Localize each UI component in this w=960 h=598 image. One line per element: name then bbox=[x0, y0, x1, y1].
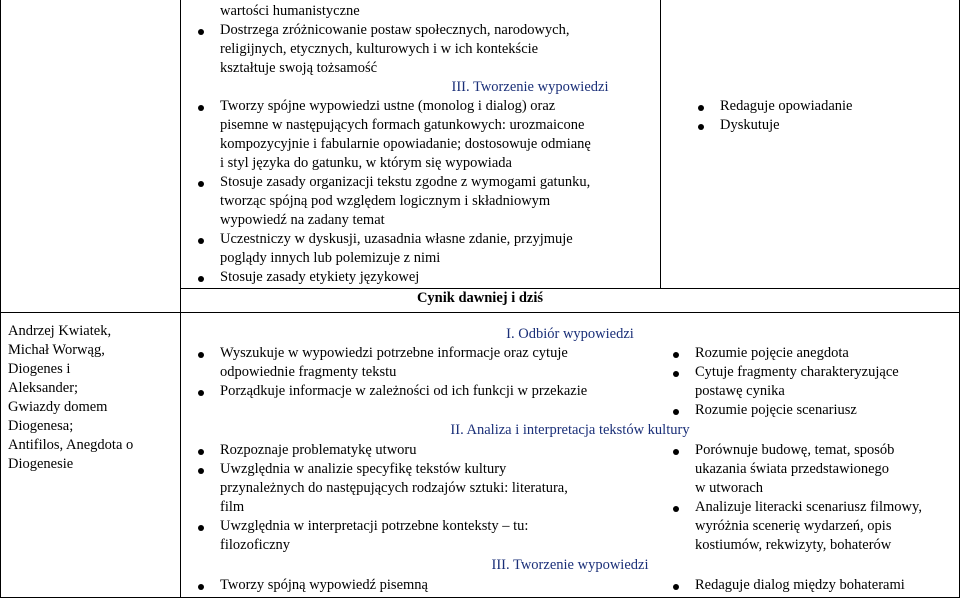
bullet-icon bbox=[198, 181, 204, 187]
list-item-line: Tworzy spójną wypowiedź pisemną bbox=[220, 577, 428, 593]
list-item-line: Dostrzega zróżnicowanie postaw społecznych, narodowych, bbox=[220, 22, 570, 38]
list-item-line: ukazania świata przedstawionego bbox=[695, 461, 890, 477]
list-item-line: Cytuje fragmenty charakteryzujące bbox=[695, 364, 899, 380]
list-item-line: Stosuje zasady etykiety językowej bbox=[220, 269, 420, 285]
bullet-icon bbox=[198, 105, 204, 111]
table-row-divider bbox=[0, 312, 960, 313]
list-item-line: kształtuje swoją tożsamość bbox=[220, 60, 378, 76]
readings-line: Diogenesie bbox=[8, 456, 74, 472]
bullet-icon bbox=[673, 506, 679, 512]
intro-text: wartości humanistyczne bbox=[220, 3, 360, 19]
bullet-icon bbox=[198, 352, 204, 358]
readings-line: Diogenesa; bbox=[8, 418, 74, 434]
bullet-icon bbox=[198, 525, 204, 531]
bullet-icon bbox=[698, 105, 704, 111]
list-item-line: postawę cynika bbox=[695, 383, 785, 399]
list-item-line: kompozycyjnie i fabularnie opowiadanie; dostosowuje odmianę bbox=[220, 136, 591, 152]
section-heading-creation: III. Tworzenie wypowiedzi bbox=[451, 79, 609, 95]
list-item-line: filozoficzny bbox=[220, 537, 291, 553]
section-heading-analysis: II. Analiza i interpretacja tekstów kultury bbox=[450, 422, 690, 438]
bullet-icon bbox=[673, 584, 679, 590]
bullet-icon bbox=[198, 29, 204, 35]
table-border-left bbox=[0, 0, 1, 598]
list-item-line: pisemne w następujących formach gatunkowych: urozmaicone bbox=[220, 117, 585, 133]
bullet-icon bbox=[198, 584, 204, 590]
bullet-icon bbox=[198, 390, 204, 396]
bullet-icon bbox=[698, 124, 704, 130]
list-item-line: przynależnych do następujących rodzajów sztuki: literatura, bbox=[220, 480, 568, 496]
list-item-line: Rozumie pojęcie anegdota bbox=[695, 345, 849, 361]
section-heading-reception: I. Odbiór wypowiedzi bbox=[506, 326, 634, 342]
bullet-icon bbox=[673, 371, 679, 377]
list-item-line: Porównuje budowę, temat, sposób bbox=[695, 442, 895, 458]
list-item-line: tworząc spójną pod względem logicznym i składniowym bbox=[220, 193, 551, 209]
list-item-line: Stosuje zasady organizacji tekstu zgodne z wymogami gatunku, bbox=[220, 174, 591, 190]
bullet-icon bbox=[198, 276, 204, 282]
list-item-line: wypowiedź na zadany temat bbox=[220, 212, 385, 228]
list-item-line: Uwzględnia w analizie specyfikę tekstów kultury bbox=[220, 461, 507, 477]
bullet-icon bbox=[673, 409, 679, 415]
list-item-line: odpowiednie fragmenty tekstu bbox=[220, 364, 397, 380]
table-column-divider-2 bbox=[660, 0, 661, 288]
bullet-icon bbox=[673, 352, 679, 358]
bullet-icon bbox=[198, 468, 204, 474]
list-item-line: wyróżnia scenerię wydarzeń, opis bbox=[695, 518, 892, 534]
list-item-line: religijnych, etycznych, kulturowych i w ich kontekście bbox=[220, 41, 539, 57]
list-item-line: i styl języka do gatunku, w którym się wypowiada bbox=[220, 155, 512, 171]
list-item-line: Dyskutuje bbox=[720, 117, 780, 133]
bullet-icon bbox=[198, 238, 204, 244]
bullet-icon bbox=[198, 449, 204, 455]
list-item-line: Tworzy spójne wypowiedzi ustne (monolog i dialog) oraz bbox=[220, 98, 556, 114]
list-item-line: Rozpoznaje problematykę utworu bbox=[220, 442, 417, 458]
list-item-line: Rozumie pojęcie scenariusz bbox=[695, 402, 857, 418]
bullet-icon bbox=[673, 449, 679, 455]
list-item-line: Redaguje dialog między bohaterami bbox=[695, 577, 905, 593]
list-item-line: Porządkuje informacje w zależności od ich funkcji w przekazie bbox=[220, 383, 588, 399]
list-item-line: Analizuje literacki scenariusz filmowy, bbox=[695, 499, 922, 515]
list-item-line: Uwzględnia w interpretacji potrzebne konteksty – tu: bbox=[220, 518, 529, 534]
readings-line: Gwiazdy domem bbox=[8, 399, 108, 415]
readings-line: Antifilos, Anegdota o bbox=[8, 437, 134, 453]
list-item-line: Wyszukuje w wypowiedzi potrzebne informacje oraz cytuje bbox=[220, 345, 568, 361]
list-item-line: poglądy innych lub polemizuje z nimi bbox=[220, 250, 441, 266]
list-item-line: Uczestniczy w dyskusji, uzasadnia własne zdanie, przyjmuje bbox=[220, 231, 573, 247]
readings-line: Andrzej Kwiatek, bbox=[8, 323, 112, 339]
list-item-line: w utworach bbox=[695, 480, 764, 496]
list-item-line: film bbox=[220, 499, 245, 515]
list-item-line: kostiumów, rekwizyty, bohaterów bbox=[695, 537, 892, 553]
readings-line: Aleksander; bbox=[8, 380, 79, 396]
list-item-line: Redaguje opowiadanie bbox=[720, 98, 853, 114]
section-heading-creation-bottom: III. Tworzenie wypowiedzi bbox=[491, 557, 649, 573]
readings-line: Michał Worwąg, bbox=[8, 342, 105, 358]
unit-title: Cynik dawniej i dziś bbox=[416, 290, 544, 306]
readings-line: Diogenes i bbox=[8, 361, 71, 377]
